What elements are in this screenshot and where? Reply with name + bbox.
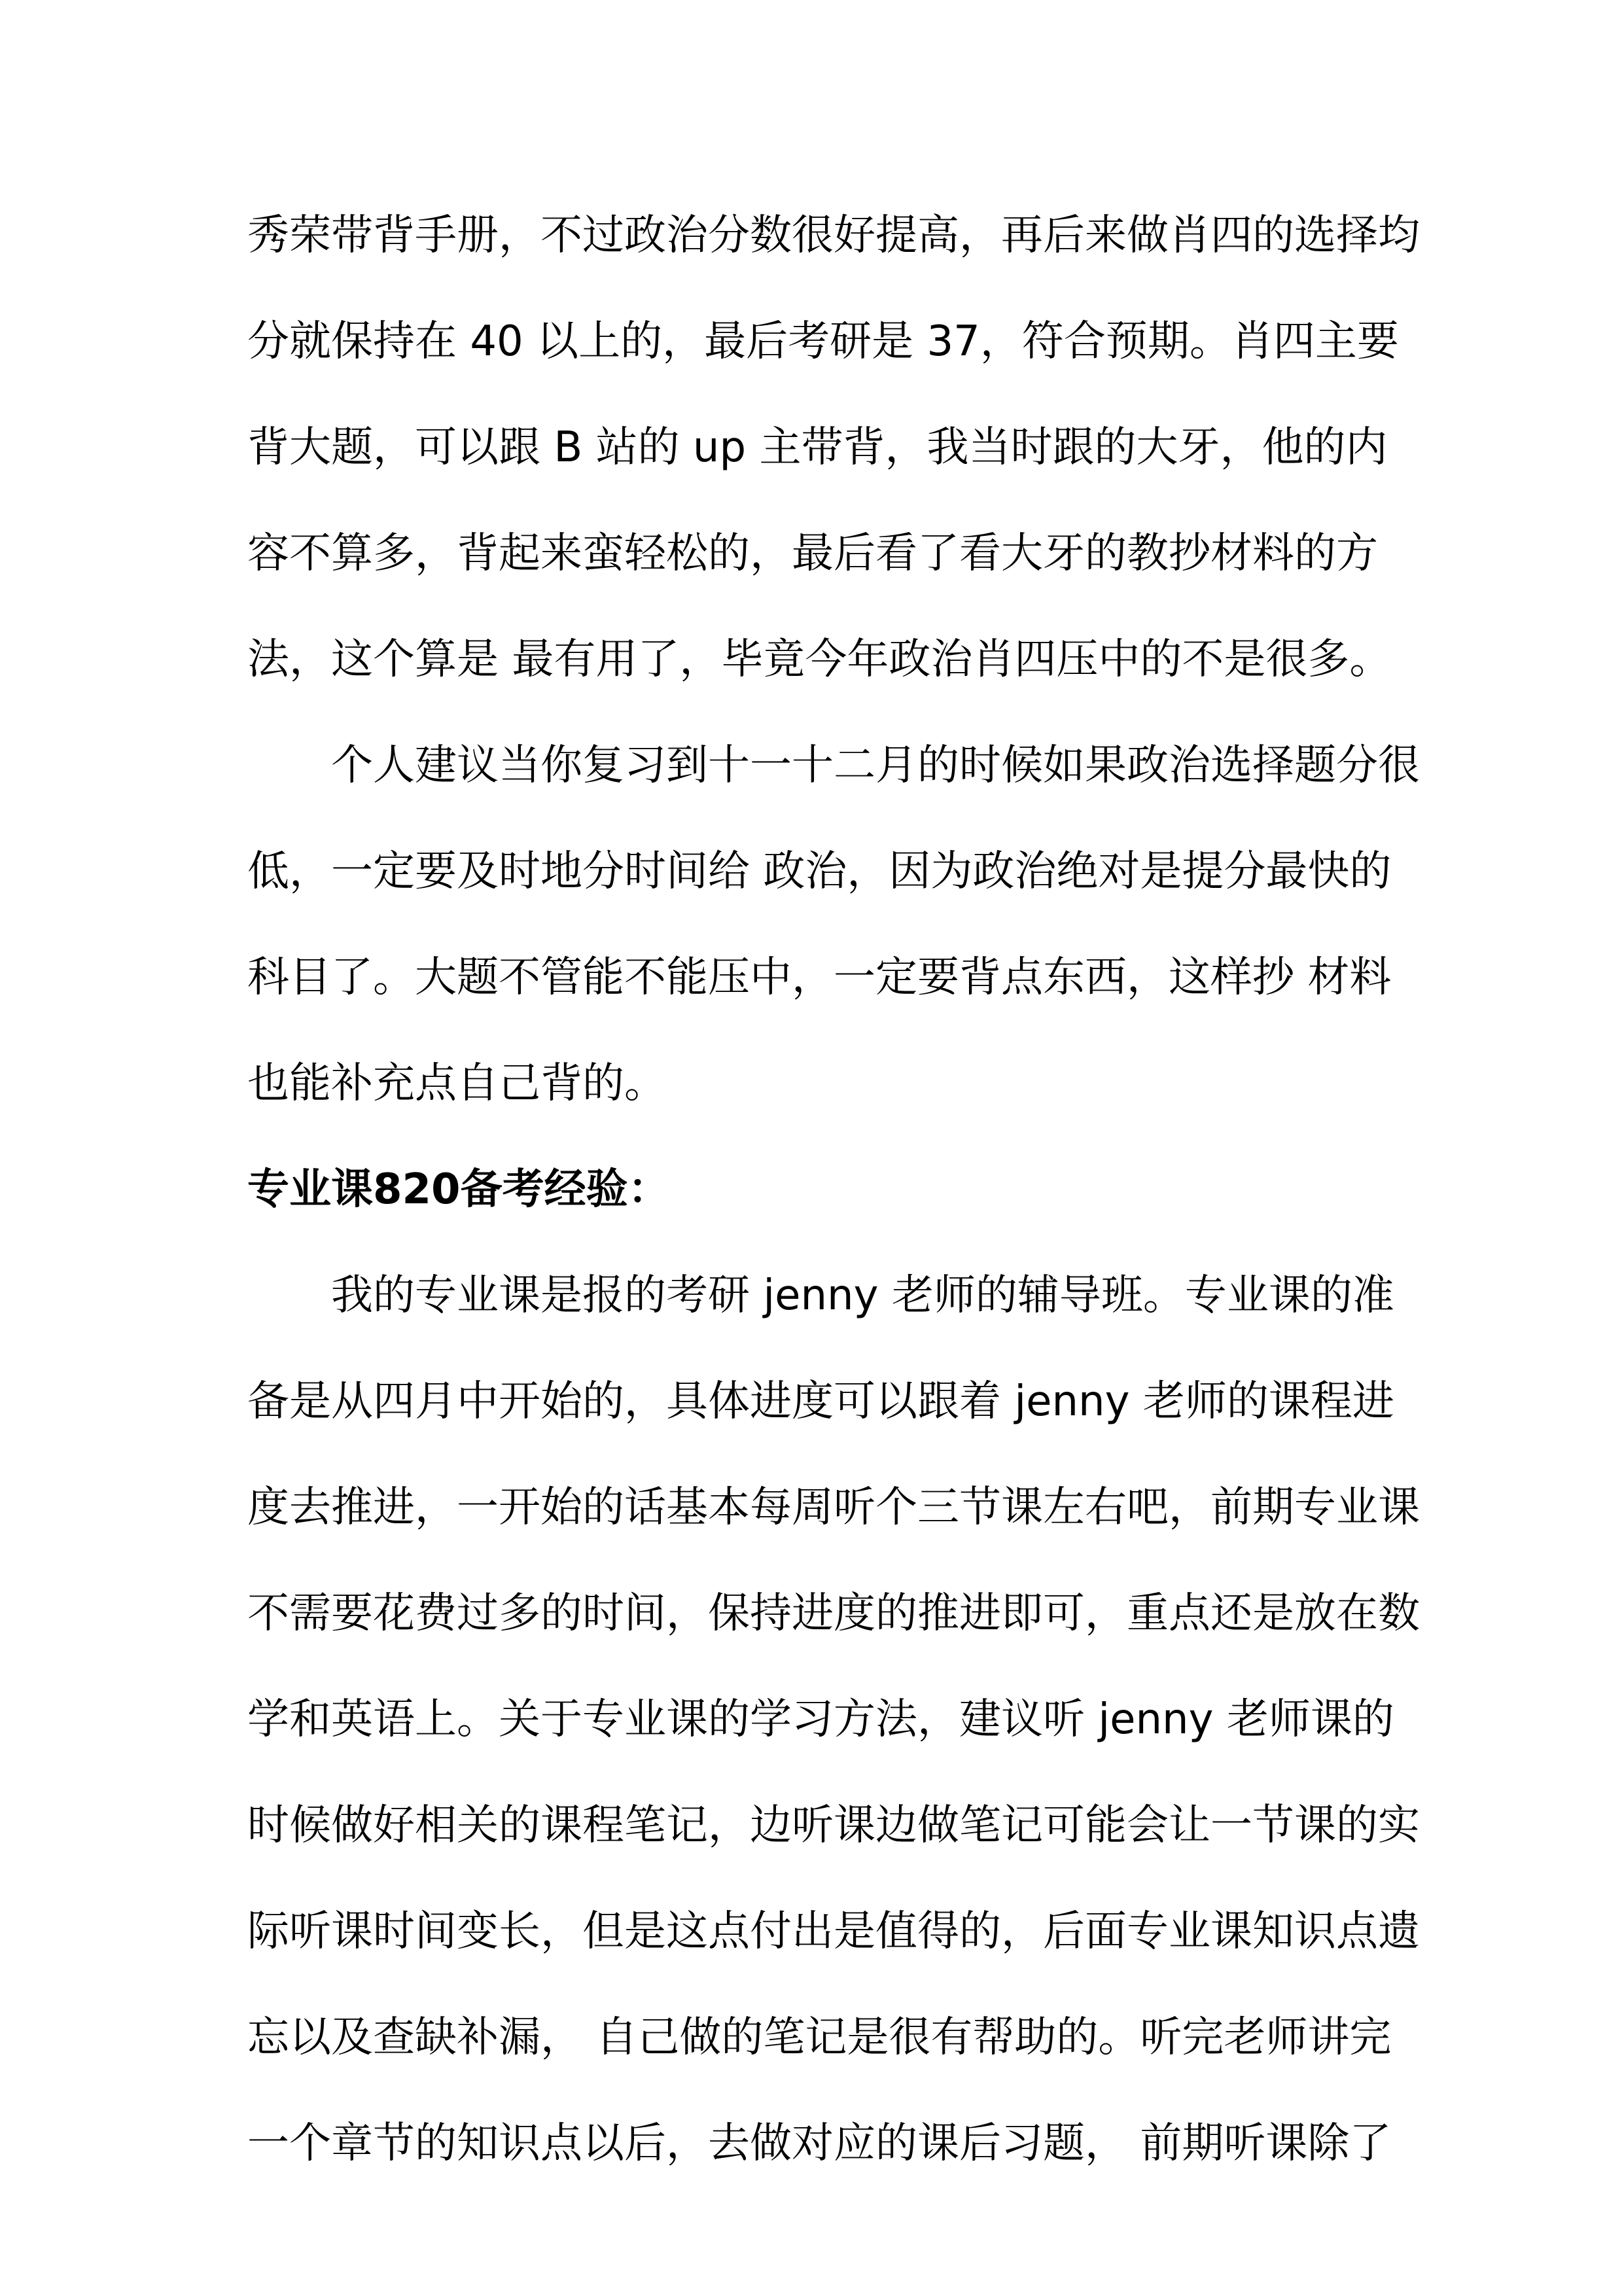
text-line: 低，一定要及时地分时间给 政治，因为政治绝对是提分最快的 (247, 847, 1392, 896)
text-line: 容不算多，背起来蛮轻松的，最后看了看大牙的教抄材料的方 (247, 529, 1378, 578)
text-line: 学和英语上。关于专业课的学习方法，建议听 jenny 老师课的 (247, 1695, 1394, 1744)
text-line: 际听课时间变长，但是这点付出是值得的，后面专业课知识点遗 (247, 1907, 1420, 1956)
paragraph-first-line: 个人建议当你复习到十一十二月的时候如果政治选择题分很 (331, 741, 1420, 790)
text-line: 忘以及查缺补漏， 自己做的笔记是很有帮助的。听完老师讲完 (247, 2013, 1392, 2062)
text-line: 分就保持在 40 以上的，最后考研是 37，符合预期。肖四主要 (247, 317, 1399, 366)
section-heading: 专业课820备考经验： (247, 1165, 670, 1214)
text-line: 不需要花费过多的时间，保持进度的推进即可，重点还是放在数 (247, 1589, 1420, 1638)
paragraph-first-line: 我的专业课是报的考研 jenny 老师的辅导班。专业课的准 (331, 1271, 1394, 1320)
text-line: 科目了。大题不管能不能压中，一定要背点东西，这样抄 材料 (247, 953, 1392, 1002)
text-line: 法，这个算是 最有用了，毕竟今年政治肖四压中的不是很多。 (247, 635, 1392, 684)
text-line: 时候做好相关的课程笔记，边听课边做笔记可能会让一节课的实 (247, 1801, 1420, 1850)
text-line: 一个章节的知识点以后，去做对应的课后习题， 前期听课除了 (247, 2119, 1392, 2168)
text-line: 也能补充点自己背的。 (247, 1059, 666, 1108)
text-line: 背大题，可以跟 B 站的 up 主带背，我当时跟的大牙，他的内 (247, 423, 1388, 472)
text-line: 度去推进，一开始的话基本每周听个三节课左右吧，前期专业课 (247, 1483, 1420, 1532)
text-line: 秀荣带背手册，不过政治分数很好提高，再后来做肖四的选择均 (247, 211, 1420, 260)
text-line: 备是从四月中开始的，具体进度可以跟着 jenny 老师的课程进 (247, 1377, 1394, 1426)
body-text (247, 209, 1420, 2223)
